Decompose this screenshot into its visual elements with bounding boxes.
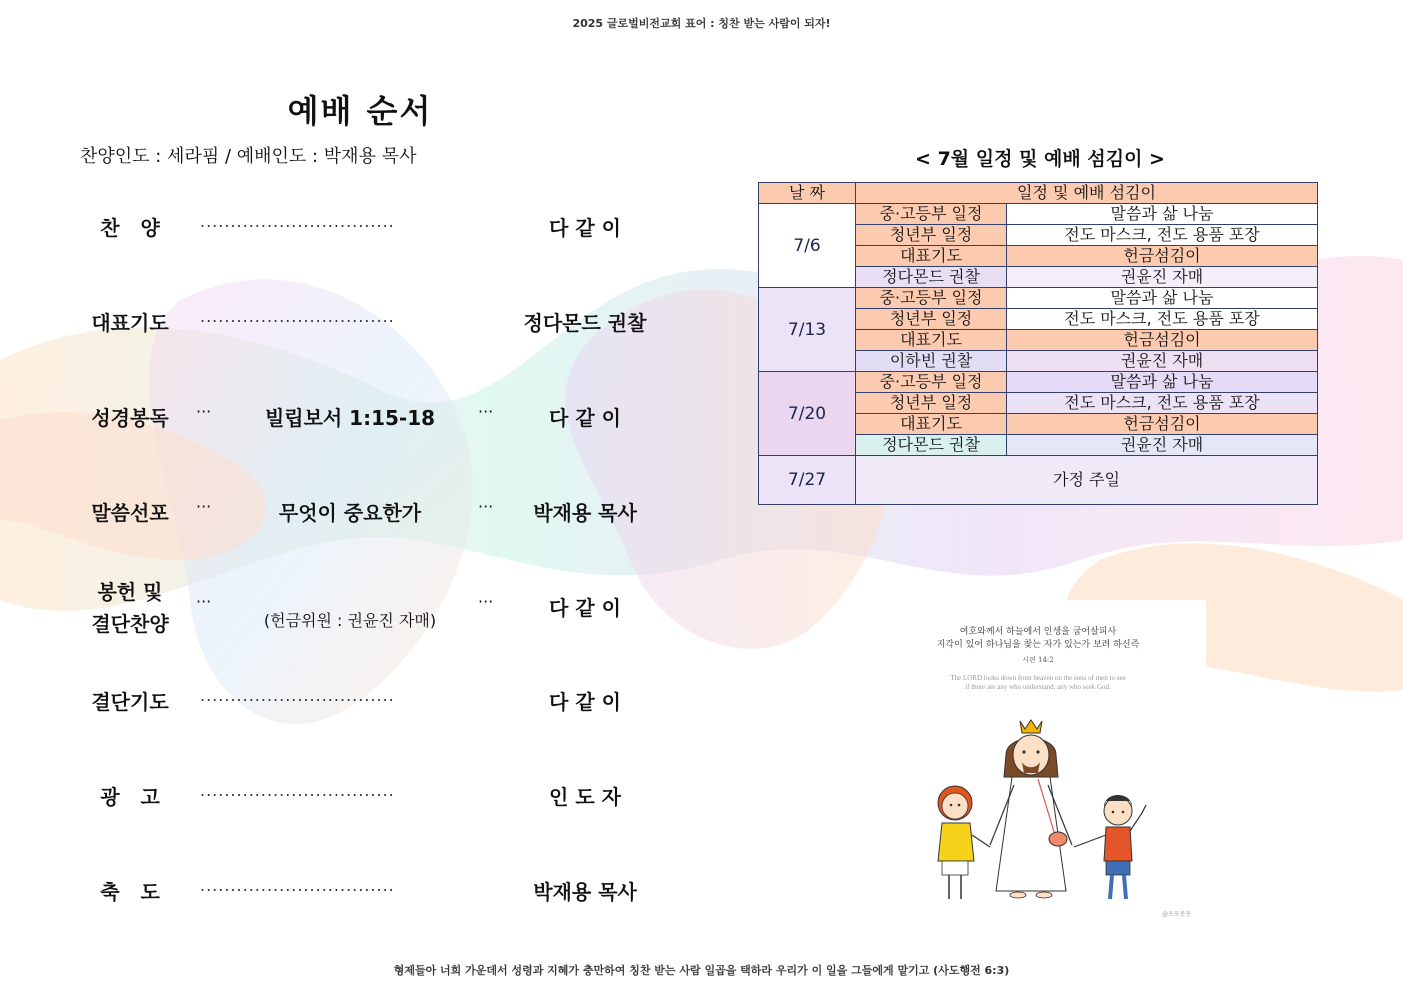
prayer-person: 이하빈 권찰	[856, 351, 1007, 372]
order-detail: (헌금위원 : 권윤진 자매)	[263, 611, 437, 630]
leader-dots: ................................	[200, 876, 395, 895]
offering-person: 권윤진 자매	[1007, 267, 1318, 288]
order-row	[80, 781, 660, 841]
verse-korean	[870, 626, 1206, 652]
schedule-title: < 7월 일정 및 예배 섬김이 >	[915, 148, 1165, 170]
order-item: 광 고	[100, 785, 160, 809]
offering-person: 권윤진 자매	[1007, 435, 1318, 456]
order-person: 다 같 이	[549, 690, 621, 714]
order-item: 말씀선포	[91, 501, 169, 525]
prayer-label: 대표기도	[856, 414, 1007, 435]
order-person: 정다몬드 권찰	[523, 311, 647, 335]
order-item: 축 도	[100, 880, 160, 904]
order-row	[80, 307, 660, 367]
page-title: 예배 순서	[287, 92, 433, 130]
youth-label: 중·고등부 일정	[856, 372, 1007, 393]
prayer-person: 정다몬드 권찰	[856, 267, 1007, 288]
youth-label: 중·고등부 일정	[856, 204, 1007, 225]
week-date: 7/6	[759, 204, 856, 288]
leader-dots: ................................	[200, 307, 395, 326]
order-item: 찬 양	[100, 216, 160, 240]
footer-verse: 형제들아 너희 가운데서 성령과 지혜가 충만하여 칭찬 받는 사람 일곱을 택하라 우리가 이 일을 그들에게 맡기고 (사도행전 6:3)	[393, 964, 1010, 977]
leader-dots: ···	[478, 402, 494, 421]
worship-leaders: 찬양인도 : 세라핌 / 예배인도 : 박재용 목사	[80, 146, 417, 167]
leader-dots: ···	[196, 592, 212, 611]
jesus-children-illustration	[920, 715, 1170, 915]
leader-dots: ···	[478, 497, 494, 516]
illustration-credit: @포포몽몽	[1162, 911, 1192, 918]
order-person: 다 같 이	[549, 216, 621, 240]
order-row	[80, 212, 660, 272]
young-label: 청년부 일정	[856, 309, 1007, 330]
youth-label: 중·고등부 일정	[856, 288, 1007, 309]
schedule-table	[758, 182, 1318, 505]
young-plan: 전도 마스크, 전도 용품 포장	[1007, 393, 1318, 414]
order-item-line2: 결단찬양	[91, 612, 169, 636]
young-plan: 전도 마스크, 전도 용품 포장	[1007, 225, 1318, 246]
order-item-line1: 봉헌 및	[97, 580, 163, 604]
leader-dots: ................................	[200, 686, 395, 705]
verse-card	[870, 600, 1206, 920]
verse-korean-line1: 여호와께서 하늘에서 인생을 굽어살피사	[959, 627, 1117, 637]
offering-label: 헌금섬김이	[1007, 246, 1318, 267]
order-person: 다 같 이	[549, 596, 621, 620]
verse-english-line1: The LORD looks down from heaven on the sons of men to see	[950, 674, 1126, 682]
order-person: 인 도 자	[549, 785, 621, 809]
order-detail: 무엇이 중요한가	[278, 501, 422, 525]
order-item: 성경봉독	[91, 406, 169, 430]
young-label: 청년부 일정	[856, 225, 1007, 246]
header-content: 일정 및 예배 섬김이	[856, 183, 1318, 204]
order-row	[80, 876, 660, 936]
order-detail: 빌립보서 1:15-18	[264, 406, 436, 430]
order-person: 박재용 목사	[533, 880, 637, 904]
verse-reference: 시편 14:2	[1022, 656, 1054, 664]
order-row	[80, 686, 660, 746]
prayer-label: 대표기도	[856, 246, 1007, 267]
verse-english	[870, 674, 1206, 692]
motto-header: 2025 글로벌비전교회 표어 : 칭찬 받는 사람이 되자!	[572, 17, 831, 30]
order-item: 결단기도	[91, 690, 169, 714]
order-item: 대표기도	[91, 311, 169, 335]
verse-english-line2: if there are any who understand, any who seek God.	[965, 683, 1111, 691]
young-label: 청년부 일정	[856, 393, 1007, 414]
order-person: 다 같 이	[549, 406, 621, 430]
week-date: 7/20	[759, 372, 856, 456]
youth-plan: 말씀과 삶 나눔	[1007, 204, 1318, 225]
order-person: 박재용 목사	[533, 501, 637, 525]
order-row	[80, 576, 660, 646]
leader-dots: ···	[196, 497, 212, 516]
young-plan: 전도 마스크, 전도 용품 포장	[1007, 309, 1318, 330]
leader-dots: ···	[196, 402, 212, 421]
youth-plan: 말씀과 삶 나눔	[1007, 372, 1318, 393]
prayer-person: 정다몬드 권찰	[856, 435, 1007, 456]
offering-label: 헌금섬김이	[1007, 330, 1318, 351]
leader-dots: ................................	[200, 781, 395, 800]
leader-dots: ................................	[200, 212, 395, 231]
header-date: 날 짜	[759, 183, 856, 204]
order-row	[80, 402, 660, 462]
youth-plan: 말씀과 삶 나눔	[1007, 288, 1318, 309]
week-note: 가정 주일	[856, 456, 1318, 505]
week-date: 7/13	[759, 288, 856, 372]
offering-person: 권윤진 자매	[1007, 351, 1318, 372]
prayer-label: 대표기도	[856, 330, 1007, 351]
week-date: 7/27	[759, 456, 856, 505]
leader-dots: ···	[478, 592, 494, 611]
verse-korean-line2: 지각이 있어 하나님을 찾는 자가 있는가 보려 하신즉	[936, 640, 1140, 650]
offering-label: 헌금섬김이	[1007, 414, 1318, 435]
order-row	[80, 497, 660, 557]
